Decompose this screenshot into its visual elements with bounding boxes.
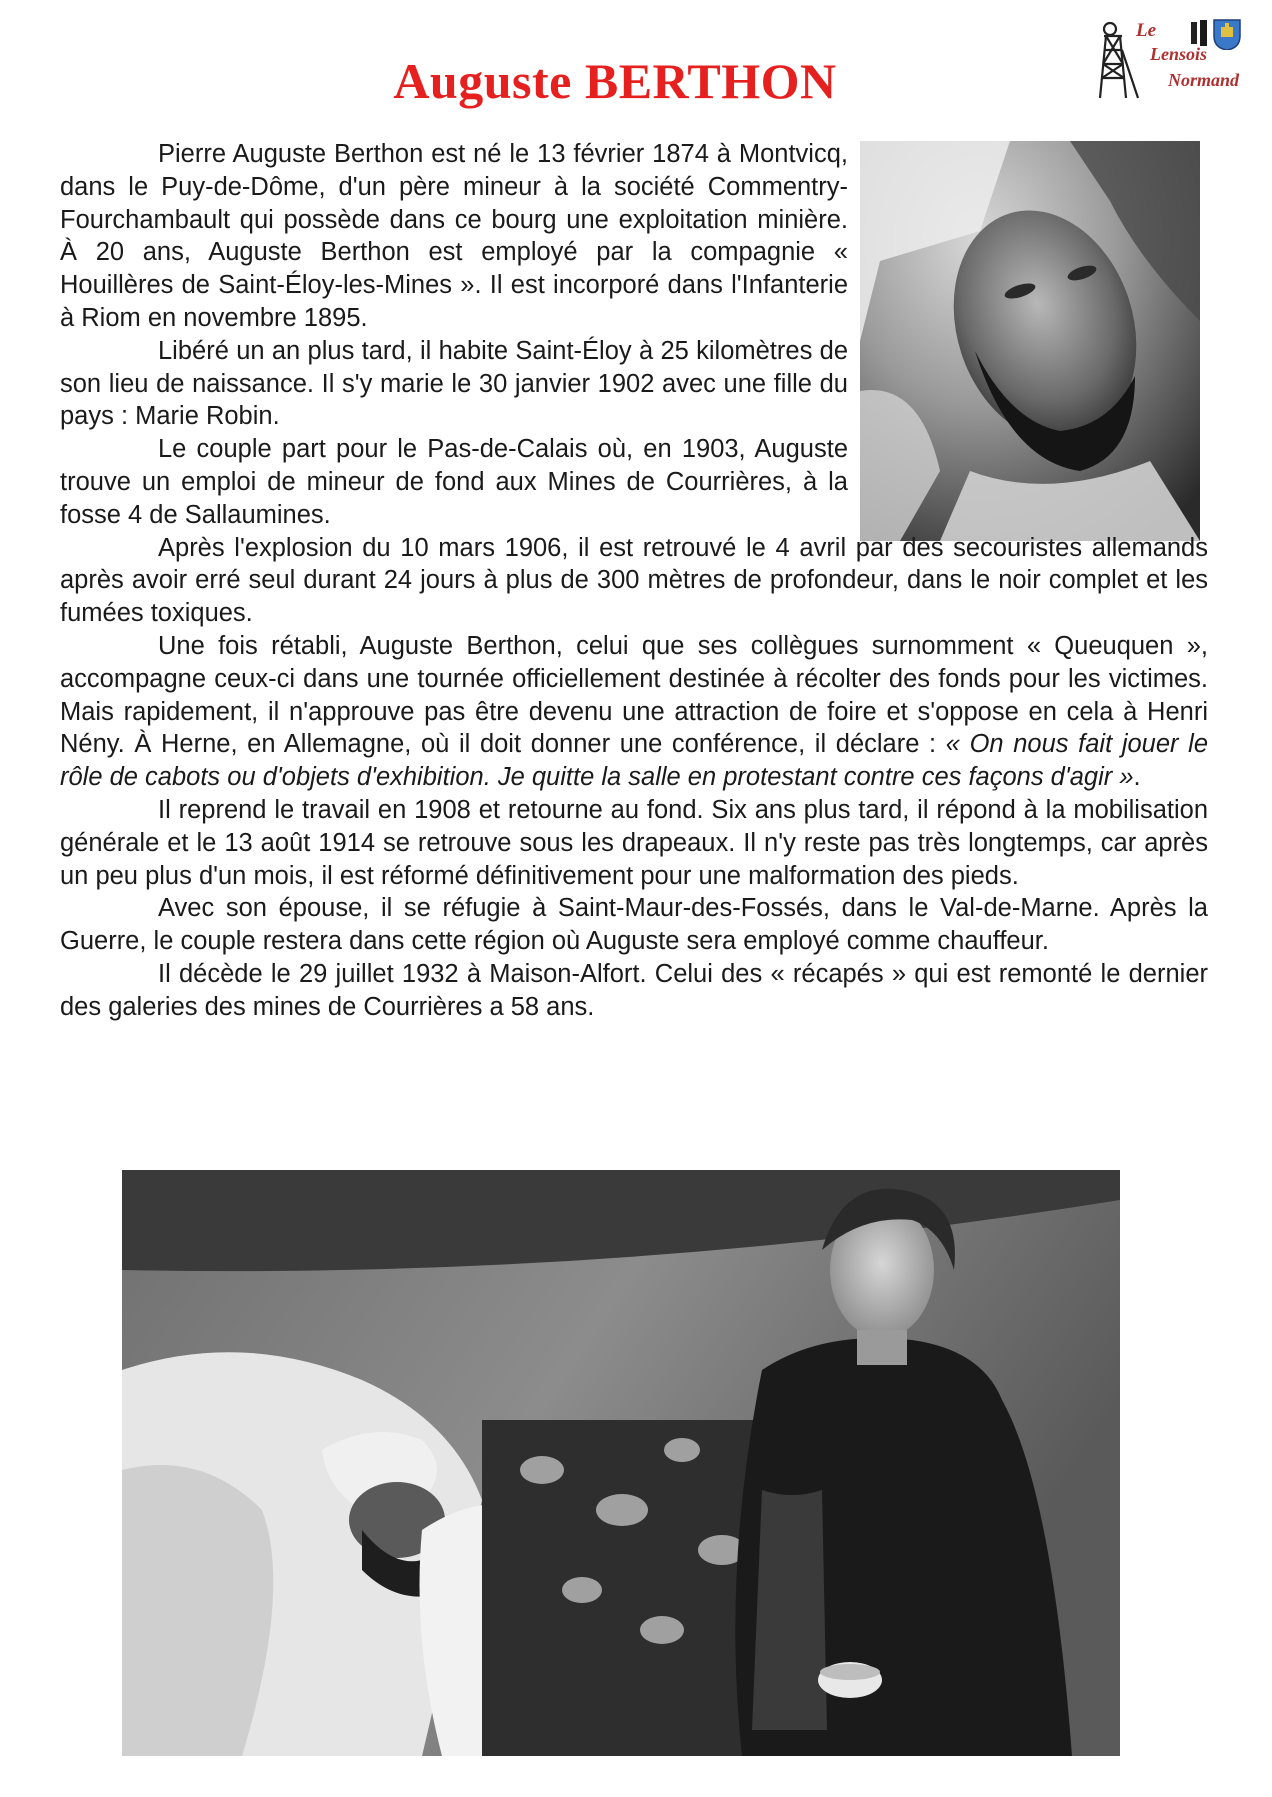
lensois-normand-logo — [1092, 18, 1250, 104]
bedside-image — [122, 1170, 1120, 1756]
paragraph-8: Il décède le 29 juillet 1932 à Maison-Alfort. Celui des « récapés » qui est remonté le dernier des galeries des mines de Courrières a 58 ans. — [60, 959, 1208, 1021]
berthon-quote: « On nous fait jouer le rôle de cabots ou d'objets d'exhibition. Je quitte la salle en protestant contre ces façons d'agir » — [60, 730, 1209, 792]
bedside-photo — [122, 1170, 1120, 1756]
paragraph-2: Libéré un an plus tard, il habite Saint-Éloy à 25 kilomètres de son lieu de naissance. Il s'y marie le 30 janvier 1902 avec une fille du pays : Marie Robin. — [60, 336, 848, 431]
paragraph-5-text: Une fois rétabli, Auguste Berthon, celui que ses collègues surnomment « Queuquen », accompagne ceux-ci dans une tournée officiellement destinée à récolter des fonds pour les victimes. Mais rapidement, il n'approuve pas être devenu une attraction de foire et s'oppose en cela à Henri Nény. À Herne, en Allemagne, où il doit donner une conférence, il déclare : — [60, 631, 1208, 759]
paragraph-4: Après l'explosion du 10 mars 1906, il est retrouvé le 4 avril par des secouristes allemands après avoir erré seul durant 24 jours à plus de 300 mètres de profondeur, dans le noir complet et les fumées toxiques. — [60, 533, 1208, 628]
logo-line-normand: Normand — [1168, 70, 1240, 90]
paragraph-1: Pierre Auguste Berthon est né le 13 février 1874 à Montvicq, dans le Puy-de-Dôme, d'un père mineur à la société Commentry-Fourchambault qui possède dans ce bourg une exploitation minière. À 20 ans, Auguste Berthon est employé par la compagnie « Houillères de Saint-Éloy-les-Mines ». Il est incorporé dans l'Infanterie à Riom en novembre 1895. — [60, 140, 848, 332]
headframe-icon — [1092, 20, 1140, 100]
article-body — [60, 138, 1208, 1024]
paragraph-5-end: . — [1133, 763, 1141, 792]
paragraph-7: Avec son épouse, il se réfugie à Saint-Maur-des-Fossés, dans le Val-de-Marne. Après la Guerre, le couple restera dans cette région où Auguste sera employé comme chauffeur. — [60, 894, 1208, 956]
paragraph-5 — [60, 630, 1208, 794]
page-title: Auguste BERTHON — [393, 53, 837, 109]
paragraph-3: Le couple part pour le Pas-de-Calais où, en 1903, Auguste trouve un emploi de mineur de fond aux Mines de Courrières, à la fosse 4 de Sallaumines. — [60, 435, 848, 529]
paragraph-6: Il reprend le travail en 1908 et retourne au fond. Six ans plus tard, il répond à la mobilisation générale et le 13 août 1914 se retrouve sous les drapeaux. Il n'y reste pas très longtemps, car après un peu plus d'un mois, il est réformé définitivement pour une malformation des pieds. — [60, 795, 1208, 890]
logo-line-lensois: Lensois — [1150, 44, 1208, 64]
logo-line-le: Le — [1136, 20, 1157, 41]
